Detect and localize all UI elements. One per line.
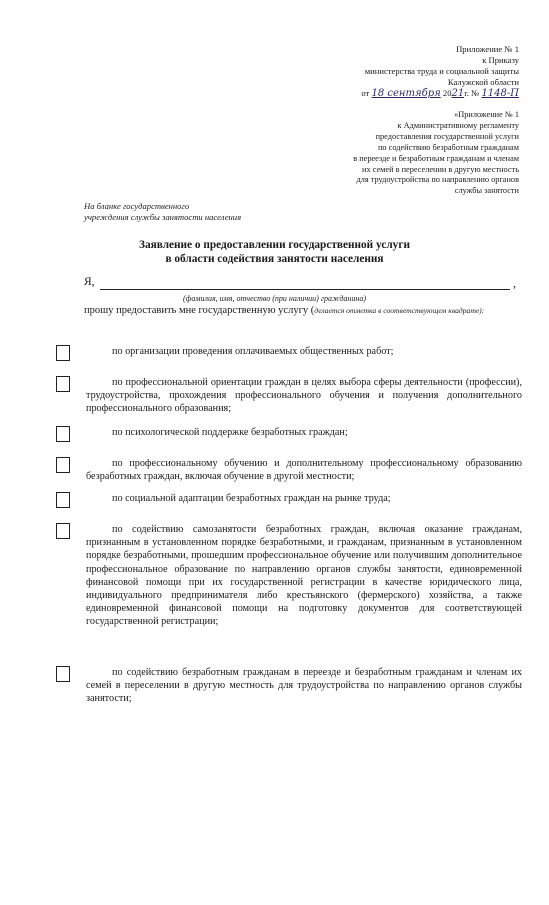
option-checkbox[interactable] (56, 457, 70, 473)
appendix-number: Приложение № 1 (456, 44, 519, 54)
letterhead-note: На бланке государственного учреждения службы занятости населения (84, 201, 242, 222)
option-text: по профессиональному обучению и дополнительному профессиональному образованию безработных граждан, включая обучение в другой местности; (86, 458, 522, 483)
regulation-line: предоставления государственной услуги (375, 131, 519, 141)
applicant-label: Я, (84, 276, 95, 288)
regulation-line: по содействию безработным гражданам (377, 142, 519, 152)
regulation-line: службы занятости (454, 186, 519, 196)
name-field-hint: (фамилия, имя, отчество (при наличии) гражданина) (183, 294, 367, 303)
option-text: по профессиональной ориентации граждан в целях выбора сферы деятельности (профессии), трудоустройства, прохождения профессионального обучения и получения дополнительного профессионального образования; (86, 377, 522, 415)
option-checkbox[interactable] (56, 666, 70, 682)
order-appendix-header (361, 44, 519, 99)
handwritten-date: 18 сентября (371, 88, 441, 99)
option-text: по содействию безработным гражданам в переезде и безработным гражданам и членам их семей в переселении в другую местность для трудоустройства по направлению органов службы занятости; (86, 667, 522, 705)
option-text: по содействию самозанятости безработных граждан, включая оказание гражданам, признанным в установленном порядке безработными, и гражданам, признанным в установленном порядке безработными, прошедшим профессиональное обучение или получившим дополнительное профессиональное образование по направлению органов службы занятости, единовременной финансовой помощи при их государственной регистрации в качестве юридического лица, индивидуального предпринимателя либо крестьянского (фермерского) хозяйства, а также единовременной финансовой помощи на подготовку документов для соответствующей государственной регистрации; (86, 524, 522, 628)
regulation-line: к Административному регламенту (397, 120, 519, 130)
appendix-region: Калужской области (447, 77, 519, 87)
handwritten-order-number: 1148-П (481, 88, 519, 99)
request-text: прошу предоставить мне государственную услугу (делается отметка в соответствующем квадрате): (84, 305, 485, 316)
applicant-name-field[interactable] (100, 289, 510, 290)
regulation-line: для трудоустройства по направлению органов (356, 175, 519, 185)
regulation-appendix-header (289, 110, 519, 197)
option-text: по организации проведения оплачиваемых общественных работ; (112, 346, 394, 357)
option-text: по социальной адаптации безработных граждан на рынке труда; (112, 493, 391, 504)
regulation-line: в переезде и безработным гражданам и членам (353, 153, 519, 163)
option-checkbox[interactable] (56, 426, 70, 442)
regulation-line: их семей в переселении в другую местность (362, 164, 519, 174)
request-hint: делается отметка в соответствующем квадрате): (314, 306, 485, 315)
option-checkbox[interactable] (56, 345, 70, 361)
document-title: Заявление о предоставлении государственной услуги в области содействия занятости населения (139, 239, 410, 265)
option-text: по психологической поддержке безработных граждан; (112, 427, 348, 438)
applicant-name-row: Я, , (84, 276, 516, 290)
option-checkbox[interactable] (56, 376, 70, 392)
appendix-ministry: министерства труда и социальной защиты (364, 66, 519, 76)
option-checkbox[interactable] (56, 492, 70, 508)
handwritten-year: 21 (451, 88, 465, 99)
regulation-line: «Приложение № 1 (454, 110, 519, 119)
option-checkbox[interactable] (56, 523, 70, 539)
order-date-line: от 18 сентября 2021г. № 1148-П (361, 88, 519, 99)
appendix-order-ref: к Приказу (482, 55, 519, 65)
